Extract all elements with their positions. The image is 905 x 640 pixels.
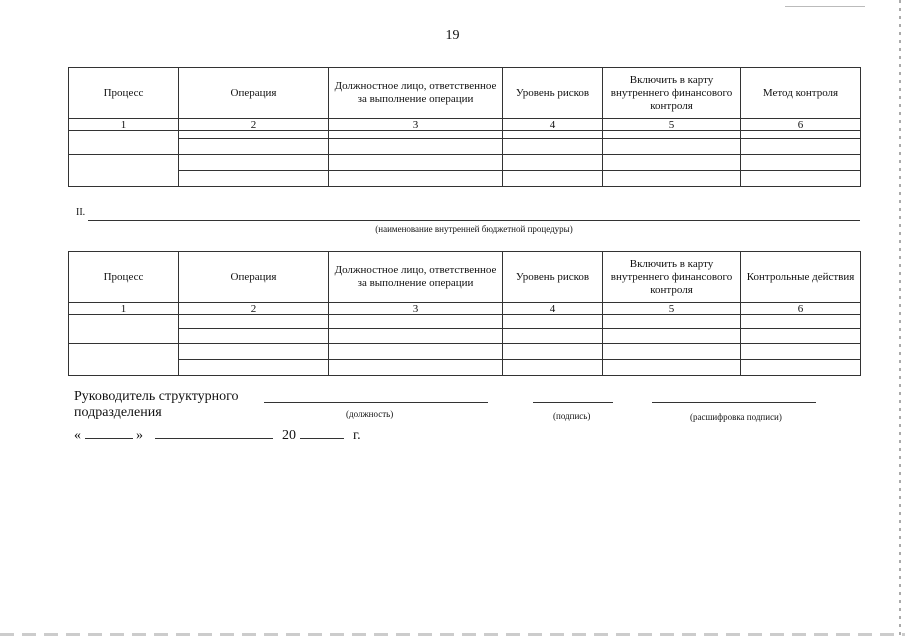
- date-open-quote: «: [74, 428, 81, 443]
- table-cell: [179, 360, 329, 376]
- table-number-row: [69, 119, 861, 131]
- table-cell: [179, 171, 329, 187]
- table-cell: [741, 329, 861, 344]
- year-field[interactable]: [300, 426, 344, 439]
- risk-table-2: [68, 251, 861, 376]
- table-row: [69, 344, 861, 360]
- section-title-line: [88, 220, 860, 221]
- col-number: 4: [503, 303, 603, 315]
- table-cell: [741, 171, 861, 187]
- header-operation: Операция: [179, 68, 329, 119]
- col-number: 5: [603, 119, 741, 131]
- position-caption: (должность): [346, 409, 394, 419]
- day-field[interactable]: [85, 426, 133, 439]
- table-row: [69, 155, 861, 171]
- table-cell: [741, 344, 861, 360]
- table-cell: [69, 131, 179, 155]
- col-number: 1: [69, 119, 179, 131]
- header-responsible: Должностное лицо, ответственное за выполнение операции: [329, 68, 503, 119]
- table-row: [69, 329, 861, 344]
- header-process: Процесс: [69, 252, 179, 303]
- position-field[interactable]: [264, 402, 488, 403]
- table-row: [69, 139, 861, 155]
- header-risk-level: Уровень рисков: [503, 252, 603, 303]
- table-cell: [741, 139, 861, 155]
- signatory-title: [74, 389, 239, 421]
- table-cell: [329, 155, 503, 171]
- table-cell: [503, 344, 603, 360]
- table-cell: [603, 171, 741, 187]
- table-cell: [179, 315, 329, 329]
- table-cell: [741, 315, 861, 329]
- table-cell: [503, 155, 603, 171]
- table-cell: [329, 139, 503, 155]
- table-row: [69, 315, 861, 329]
- table-cell: [603, 315, 741, 329]
- table-header-row: [69, 68, 861, 119]
- table-cell: [741, 360, 861, 376]
- risk-table-1: [68, 67, 861, 187]
- table-cell: [69, 344, 179, 376]
- col-number: 2: [179, 303, 329, 315]
- table-cell: [603, 360, 741, 376]
- table-cell: [179, 329, 329, 344]
- date-close-quote: »: [136, 428, 143, 443]
- header-risk-level: Уровень рисков: [503, 68, 603, 119]
- header-control-method: Метод контроля: [741, 68, 861, 119]
- col-number: 4: [503, 119, 603, 131]
- table-cell: [603, 131, 741, 139]
- table-cell: [503, 329, 603, 344]
- table-cell: [329, 360, 503, 376]
- table-cell: [503, 315, 603, 329]
- table-row: [69, 131, 861, 139]
- scan-bottom-noise: [0, 633, 905, 636]
- scan-edge-noise: [899, 0, 901, 640]
- header-include-map: Включить в карту внутреннего финансового контроля: [603, 68, 741, 119]
- section-caption: (наименование внутренней бюджетной процедуры): [375, 224, 573, 234]
- table-cell: [603, 344, 741, 360]
- year-suffix: г.: [353, 428, 361, 443]
- month-field[interactable]: [155, 426, 273, 439]
- table-cell: [603, 155, 741, 171]
- header-operation: Операция: [179, 252, 329, 303]
- table-cell: [741, 155, 861, 171]
- signatory-title-line1: Руководитель структурного: [74, 389, 239, 404]
- col-number: 5: [603, 303, 741, 315]
- col-number: 3: [329, 119, 503, 131]
- col-number: 1: [69, 303, 179, 315]
- table-cell: [69, 155, 179, 187]
- table-cell: [179, 155, 329, 171]
- table-row: [69, 360, 861, 376]
- col-number: 3: [329, 303, 503, 315]
- table-cell: [329, 171, 503, 187]
- signature-caption: (подпись): [553, 411, 591, 421]
- decoding-caption: (расшифровка подписи): [690, 412, 782, 422]
- header-control-actions: Контрольные действия: [741, 252, 861, 303]
- table-cell: [329, 315, 503, 329]
- year-prefix: 20: [282, 428, 296, 443]
- page-number: 19: [445, 28, 460, 43]
- table-cell: [179, 344, 329, 360]
- table-cell: [179, 131, 329, 139]
- col-number: 2: [179, 119, 329, 131]
- header-process: Процесс: [69, 68, 179, 119]
- date-line: [74, 426, 361, 444]
- table-cell: [329, 344, 503, 360]
- header-include-map: Включить в карту внутреннего финансового контроля: [603, 252, 741, 303]
- table-cell: [503, 139, 603, 155]
- table-cell: [179, 139, 329, 155]
- table-row: [69, 171, 861, 187]
- signature-field[interactable]: [533, 402, 613, 403]
- table-cell: [503, 360, 603, 376]
- table-cell: [603, 139, 741, 155]
- table-header-row: [69, 252, 861, 303]
- header-responsible: Должностное лицо, ответственное за выполнение операции: [329, 252, 503, 303]
- table-cell: [603, 329, 741, 344]
- section-label: II.: [76, 207, 86, 218]
- col-number: 6: [741, 119, 861, 131]
- table-cell: [329, 131, 503, 139]
- signatory-title-line2: подразделения: [74, 405, 162, 420]
- table-number-row: [69, 303, 861, 315]
- col-number: 6: [741, 303, 861, 315]
- table-cell: [503, 131, 603, 139]
- table-cell: [741, 131, 861, 139]
- table-cell: [69, 315, 179, 344]
- table-cell: [329, 329, 503, 344]
- decoding-field[interactable]: [652, 402, 816, 403]
- table-cell: [503, 171, 603, 187]
- scan-top-mark: [785, 6, 865, 7]
